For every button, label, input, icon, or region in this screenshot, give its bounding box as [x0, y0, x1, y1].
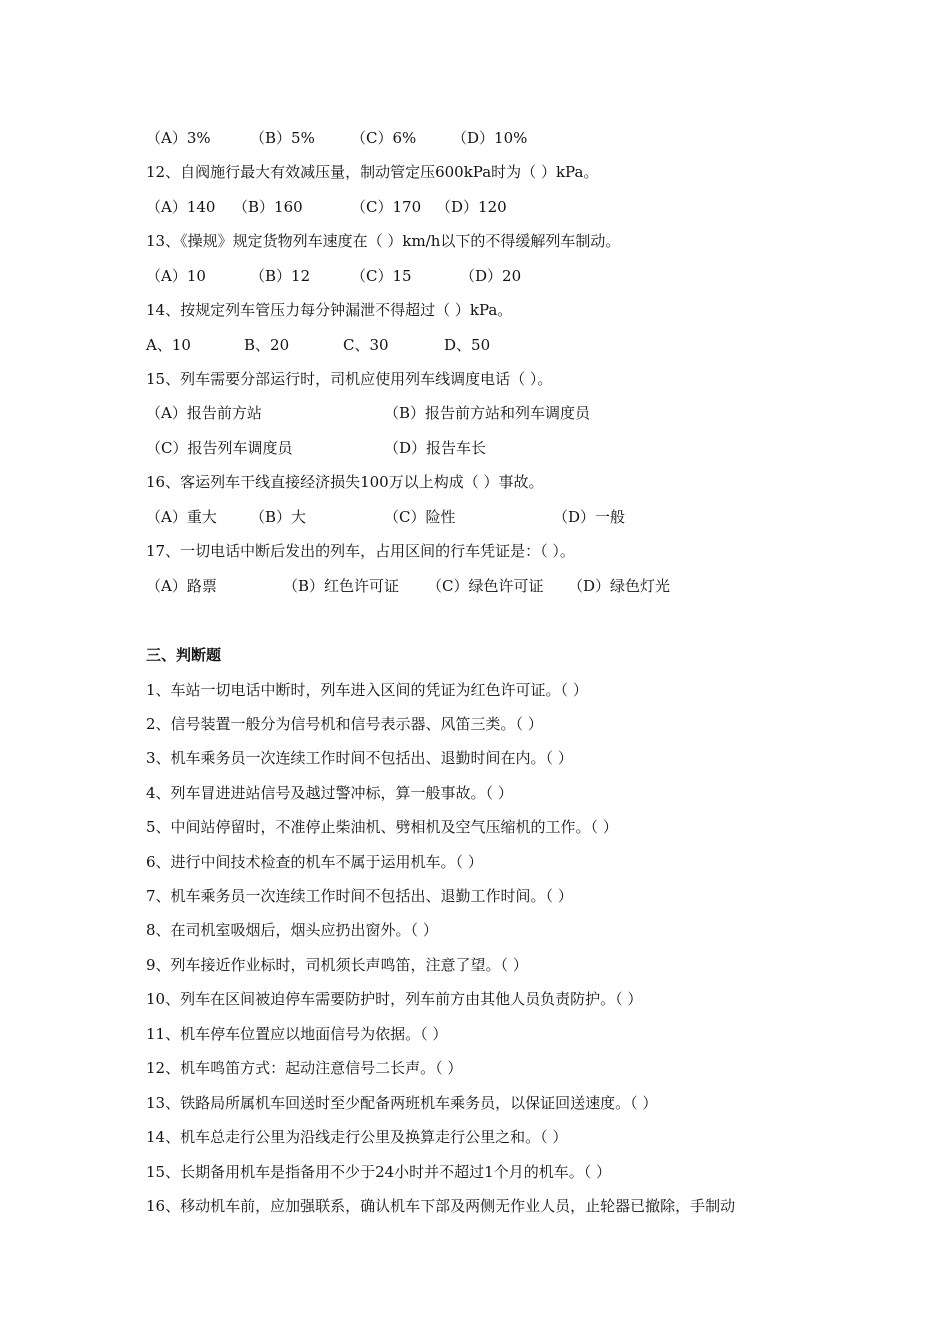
- q12-option-c: （C）170: [351, 198, 422, 216]
- section-title-judgement: 三、判断题: [146, 646, 222, 664]
- q15-option-c: （C）报告列车调度员: [146, 439, 293, 457]
- judge-item-15: 15、长期备用机车是指备用不少于24小时并不超过1个月的机车。（ ）: [146, 1163, 611, 1181]
- judge-item-13: 13、铁路局所属机车回送时至少配备两班机车乘务员，以保证回送速度。（ ）: [146, 1094, 658, 1112]
- question-16: 16、客运列车干线直接经济损失100万以上构成（ ）事故。: [146, 473, 544, 491]
- judge-item-3: 3、机车乘务员一次连续工作时间不包括出、退勤时间在内。（ ）: [146, 749, 573, 767]
- judge-item-2: 2、信号装置一般分为信号机和信号表示器、风笛三类。（ ）: [146, 715, 543, 733]
- q15-option-a: （A）报告前方站: [146, 404, 262, 422]
- q13-option-a: （A）10: [146, 267, 206, 285]
- q17-option-d: （D）绿色灯光: [568, 577, 671, 595]
- q11-option-d: （D）10%: [452, 129, 528, 147]
- q16-option-a: （A）重大: [146, 508, 217, 526]
- judge-item-12: 12、机车鸣笛方式：起动注意信号二长声。（ ）: [146, 1059, 463, 1077]
- q17-option-a: （A）路票: [146, 577, 217, 595]
- judge-item-4: 4、列车冒进进站信号及越过警冲标，算一般事故。（ ）: [146, 784, 513, 802]
- judge-item-5: 5、中间站停留时，不准停止柴油机、劈相机及空气压缩机的工作。（ ）: [146, 818, 618, 836]
- q17-option-c: （C）绿色许可证: [427, 577, 544, 595]
- judge-item-1: 1、车站一切电话中断时，列车进入区间的凭证为红色许可证。（ ）: [146, 681, 588, 699]
- q16-option-d: （D）一般: [553, 508, 626, 526]
- question-13: 13、《操规》规定货物列车速度在（ ）km/h以下的不得缓解列车制动。: [146, 232, 621, 250]
- q11-option-a: （A）3%: [146, 129, 211, 147]
- question-12: 12、自阀施行最大有效减压量，制动管定压600kPa时为（ ）kPa。: [146, 163, 599, 181]
- question-15: 15、列车需要分部运行时，司机应使用列车线调度电话（ ）。: [146, 370, 553, 388]
- judge-item-11: 11、机车停车位置应以地面信号为依据。（ ）: [146, 1025, 448, 1043]
- judge-item-7: 7、机车乘务员一次连续工作时间不包括出、退勤工作时间。（ ）: [146, 887, 573, 905]
- q14-option-c: C、30: [343, 336, 389, 354]
- judge-item-16: 16、移动机车前，应加强联系，确认机车下部及两侧无作业人员，止轮器已撤除，手制动: [146, 1197, 736, 1215]
- q15-option-b: （B）报告前方站和列车调度员: [384, 404, 591, 422]
- q12-option-b: （B）160: [233, 198, 303, 216]
- judge-item-9: 9、列车接近作业标时，司机须长声鸣笛，注意了望。（ ）: [146, 956, 528, 974]
- q12-option-d: （D）120: [436, 198, 507, 216]
- q13-option-c: （C）15: [351, 267, 412, 285]
- q13-option-d: （D）20: [460, 267, 522, 285]
- q14-option-b: B、20: [244, 336, 290, 354]
- judge-item-14: 14、机车总走行公里为沿线走行公里及换算走行公里之和。（ ）: [146, 1128, 568, 1146]
- judge-item-6: 6、进行中间技术检查的机车不属于运用机车。（ ）: [146, 853, 483, 871]
- q11-option-c: （C）6%: [351, 129, 417, 147]
- q11-option-b: （B）5%: [250, 129, 315, 147]
- q13-option-b: （B）12: [250, 267, 311, 285]
- question-14: 14、按规定列车管压力每分钟漏泄不得超过（ ）kPa。: [146, 301, 513, 319]
- judge-item-8: 8、在司机室吸烟后，烟头应扔出窗外。（ ）: [146, 921, 438, 939]
- q16-option-c: （C）险性: [384, 508, 456, 526]
- q15-option-d: （D）报告车长: [384, 439, 487, 457]
- question-17: 17、一切电话中断后发出的列车，占用区间的行车凭证是：（ ）。: [146, 542, 575, 560]
- q14-option-a: A、10: [146, 336, 191, 354]
- q12-option-a: （A）140: [146, 198, 216, 216]
- q17-option-b: （B）红色许可证: [283, 577, 400, 595]
- judge-item-10: 10、列车在区间被迫停车需要防护时，列车前方由其他人员负责防护。（ ）: [146, 990, 643, 1008]
- q16-option-b: （B）大: [250, 508, 307, 526]
- q14-option-d: D、50: [444, 336, 491, 354]
